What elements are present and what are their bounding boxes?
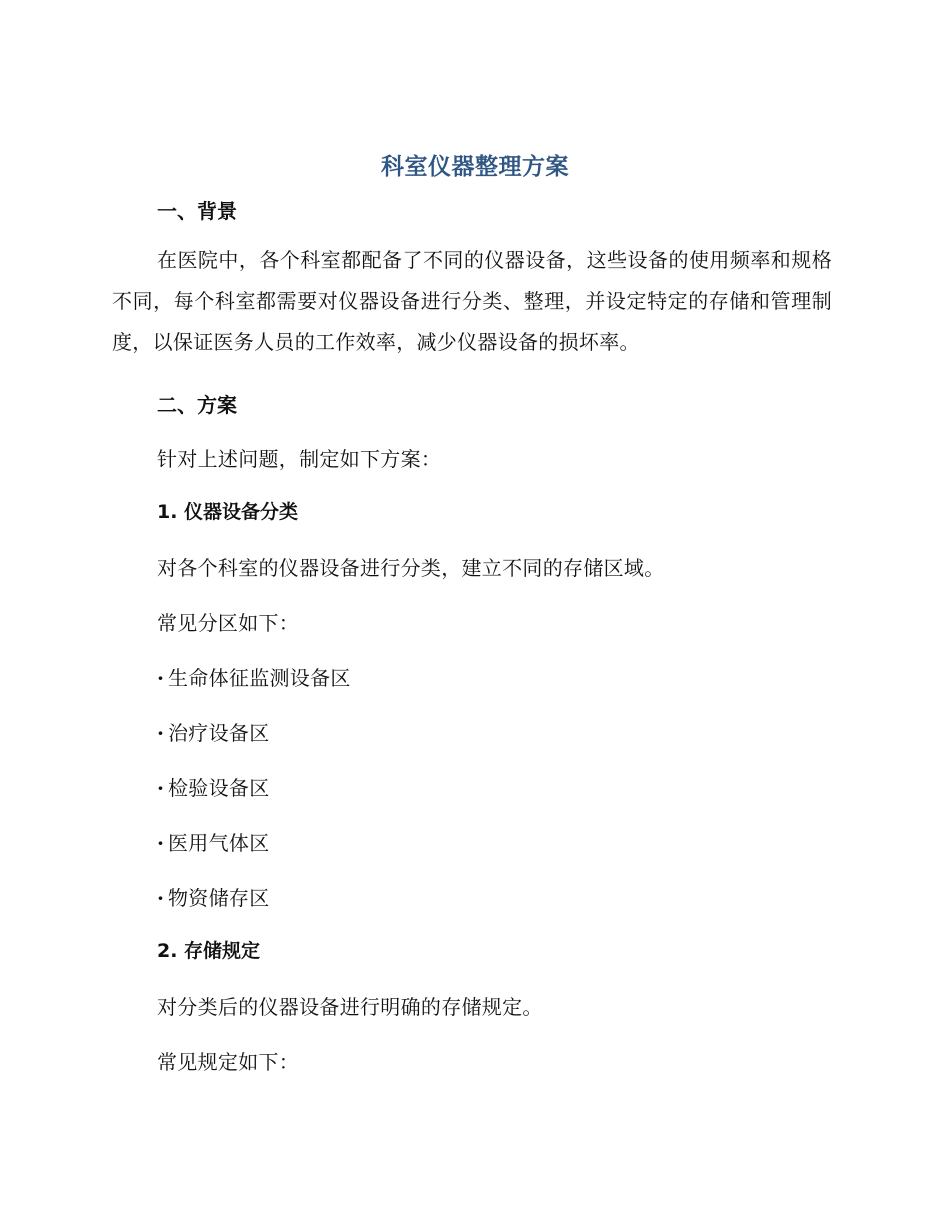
storage-list-intro: 常见规定如下： <box>157 1050 300 1074</box>
plan-intro: 针对上述问题，制定如下方案： <box>157 447 442 471</box>
bullet-icon: · <box>157 776 165 800</box>
classification-list-intro: 常见分区如下： <box>157 611 300 635</box>
bullet-icon: · <box>157 721 165 745</box>
list-item-label: 检验设备区 <box>168 776 270 800</box>
classification-text: 对各个科室的仪器设备进行分类，建立不同的存储区域。 <box>157 556 665 580</box>
list-item <box>157 772 270 801</box>
bullet-icon: · <box>157 666 165 690</box>
bullet-icon: · <box>157 886 165 910</box>
section-heading-plan: 二、方案 <box>157 393 237 417</box>
list-item-label: 物资储存区 <box>168 886 270 910</box>
subheading-classification: 1. 仪器设备分类 <box>157 501 299 523</box>
bullet-icon: · <box>157 831 165 855</box>
section-heading-background: 一、背景 <box>157 199 237 223</box>
subheading-storage: 2. 存储规定 <box>157 940 261 962</box>
storage-text: 对分类后的仪器设备进行明确的存储规定。 <box>157 995 543 1019</box>
list-item-label: 治疗设备区 <box>168 721 270 745</box>
background-paragraph: 在医院中，各个科室都配备了不同的仪器设备，这些设备的使用频率和规格不同，每个科室都需要对仪器设备进行分类、整理，并设定特定的存储和管理制度，以保证医务人员的工作效率，减少仪器设备的损坏率。 <box>112 248 832 354</box>
list-item <box>157 882 270 911</box>
list-item <box>157 827 270 856</box>
list-item <box>157 662 351 691</box>
list-item-label: 医用气体区 <box>168 831 270 855</box>
list-item <box>157 717 270 746</box>
list-item-label: 生命体征监测设备区 <box>168 666 351 690</box>
document-title: 科室仪器整理方案 <box>381 154 569 180</box>
